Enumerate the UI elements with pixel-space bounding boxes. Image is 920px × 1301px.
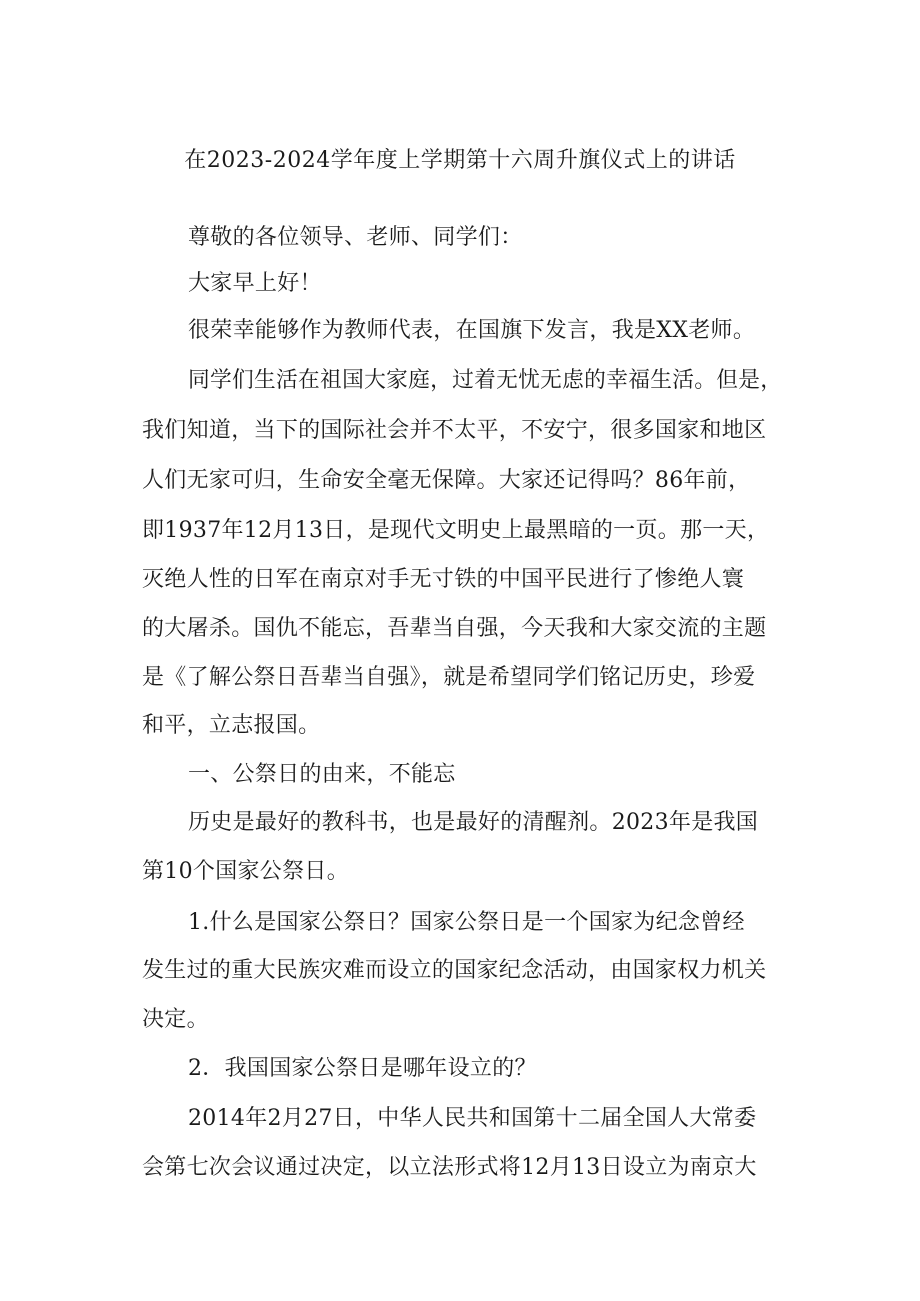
paragraph-line: 决定。 [142, 1007, 209, 1032]
paragraph-line: 发生过的重大民族灾难而设立的国家纪念活动，由国家权力机关 [142, 958, 767, 983]
paragraph-line: 的大屠杀。国仇不能忘，吾辈当自强，今天我和大家交流的主题 [142, 616, 767, 641]
paragraph-line: 是《了解公祭日吾辈当自强》，就是希望同学们铭记历史，珍爱 [142, 665, 756, 690]
paragraph-line: 人们无家可归，生命安全毫无保障。大家还记得吗？86年前， [142, 468, 751, 493]
paragraph-line: 会第七次会议通过决定，以立法形式将12月13日设立为南京大 [142, 1155, 757, 1180]
paragraph-line: 同学们生活在祖国大家庭，过着无忧无虑的幸福生活。但是， [188, 368, 783, 393]
paragraph-line: 2014年2月27日，中华人民共和国第十二届全国人大常委 [188, 1106, 757, 1131]
salutation: 尊敬的各位领导、老师、同学们： [188, 225, 523, 250]
paragraph-line: 灭绝人性的日军在南京对手无寸铁的中国平民进行了惨绝人寰 [142, 567, 745, 592]
paragraph-line: 历史是最好的教科书，也是最好的清醒剂。2023年是我国 [188, 810, 759, 835]
greeting: 大家早上好！ [188, 271, 322, 296]
paragraph-line: 很荣幸能够作为教师代表，在国旗下发言，我是XX老师。 [188, 318, 756, 343]
document-title: 在2023-2024学年度上学期第十六周升旗仪式上的讲话 [184, 148, 736, 173]
paragraph-line: 和平，立志报国。 [142, 713, 321, 738]
paragraph-line: 1.什么是国家公祭日？国家公祭日是一个国家为纪念曾经 [188, 910, 745, 935]
paragraph-line: 第10个国家公祭日。 [142, 859, 349, 884]
paragraph-line: 即1937年12月13日，是现代文明史上最黑暗的一页。那一天， [142, 518, 770, 543]
paragraph-line: 我们知道，当下的国际社会并不太平，不安宁，很多国家和地区 [142, 418, 767, 443]
section-heading: 一、公祭日的由来，不能忘 [188, 762, 456, 787]
paragraph-line: 2．我国国家公祭日是哪年设立的？ [188, 1056, 537, 1081]
